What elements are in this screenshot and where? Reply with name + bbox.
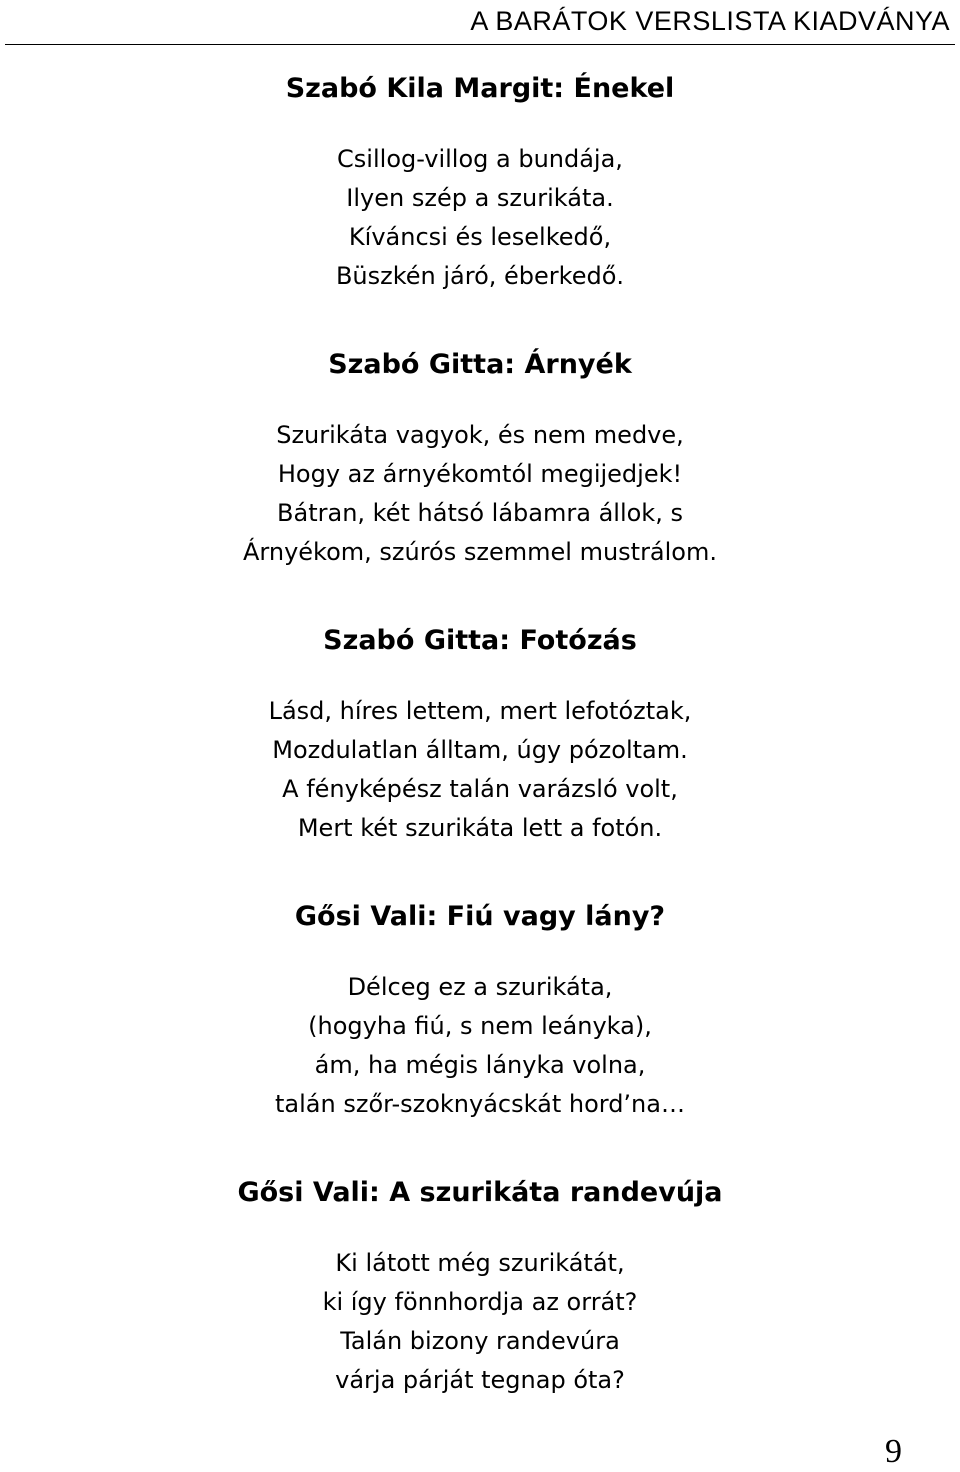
poem-line: Szurikáta vagyok, és nem medve, — [276, 421, 684, 449]
poem-line: Bátran, két hátsó lábamra állok, s — [277, 499, 683, 527]
poem-line: Ki látott még szurikátát, — [335, 1249, 625, 1277]
poem-line: Csillog-villog a bundája, — [337, 145, 623, 173]
poem-stanza — [0, 416, 960, 572]
poem-line: ám, ha mégis lányka volna, — [314, 1051, 646, 1079]
header-divider — [5, 44, 955, 45]
poem-stanza — [0, 692, 960, 848]
poem — [0, 612, 960, 848]
poem-separator — [0, 848, 960, 888]
poem-stanza — [0, 968, 960, 1124]
poem-separator — [0, 1124, 960, 1164]
poem-line: ki így fönnhordja az orrát? — [322, 1288, 638, 1316]
page-header — [0, 0, 960, 48]
poem-line: Mert két szurikáta lett a fotón. — [297, 814, 663, 842]
poem-line: Árnyékom, szúrós szemmel mustrálom. — [243, 538, 717, 566]
poem-line: Mozdulatlan álltam, úgy pózoltam. — [272, 736, 688, 764]
publication-title: A BARÁTOK VERSLISTA KIADVÁNYA — [470, 6, 950, 36]
poem-line: Kíváncsi és leselkedő, — [348, 223, 612, 251]
poem-separator — [0, 296, 960, 336]
poem-stanza — [0, 1244, 960, 1400]
page-number: 9 — [885, 1433, 902, 1470]
poem-line: Lásd, híres lettem, mert lefotóztak, — [268, 697, 692, 725]
poem-list — [0, 60, 960, 1400]
poem-line: Hogy az árnyékomtól megijedjek! — [277, 460, 683, 488]
poem-separator — [0, 572, 960, 612]
poem-line: Délceg ez a szurikáta, — [347, 973, 613, 1001]
poem-title: Gősi Vali: A szurikáta randevúja — [237, 1177, 723, 1208]
poem-line: várja párját tegnap óta? — [335, 1366, 625, 1394]
poem-title: Gősi Vali: Fiú vagy lány? — [294, 901, 666, 932]
poem-title: Szabó Kila Margit: Énekel — [285, 73, 675, 104]
poem-line: (hogyha fiú, s nem leányka), — [308, 1012, 652, 1040]
poem-stanza — [0, 140, 960, 296]
poem-title: Szabó Gitta: Fotózás — [323, 625, 637, 656]
poem-line: A fényképész talán varázsló volt, — [282, 775, 678, 803]
poem — [0, 60, 960, 296]
poem — [0, 336, 960, 572]
poem — [0, 888, 960, 1124]
poem — [0, 1164, 960, 1400]
poem-line: Ilyen szép a szurikáta. — [346, 184, 614, 212]
poem-line: talán szőr-szoknyácskát hord’na… — [275, 1090, 685, 1118]
poem-line: Talán bizony randevúra — [340, 1327, 620, 1355]
poem-title: Szabó Gitta: Árnyék — [328, 349, 632, 380]
poem-line: Büszkén járó, éberkedő. — [335, 262, 625, 290]
